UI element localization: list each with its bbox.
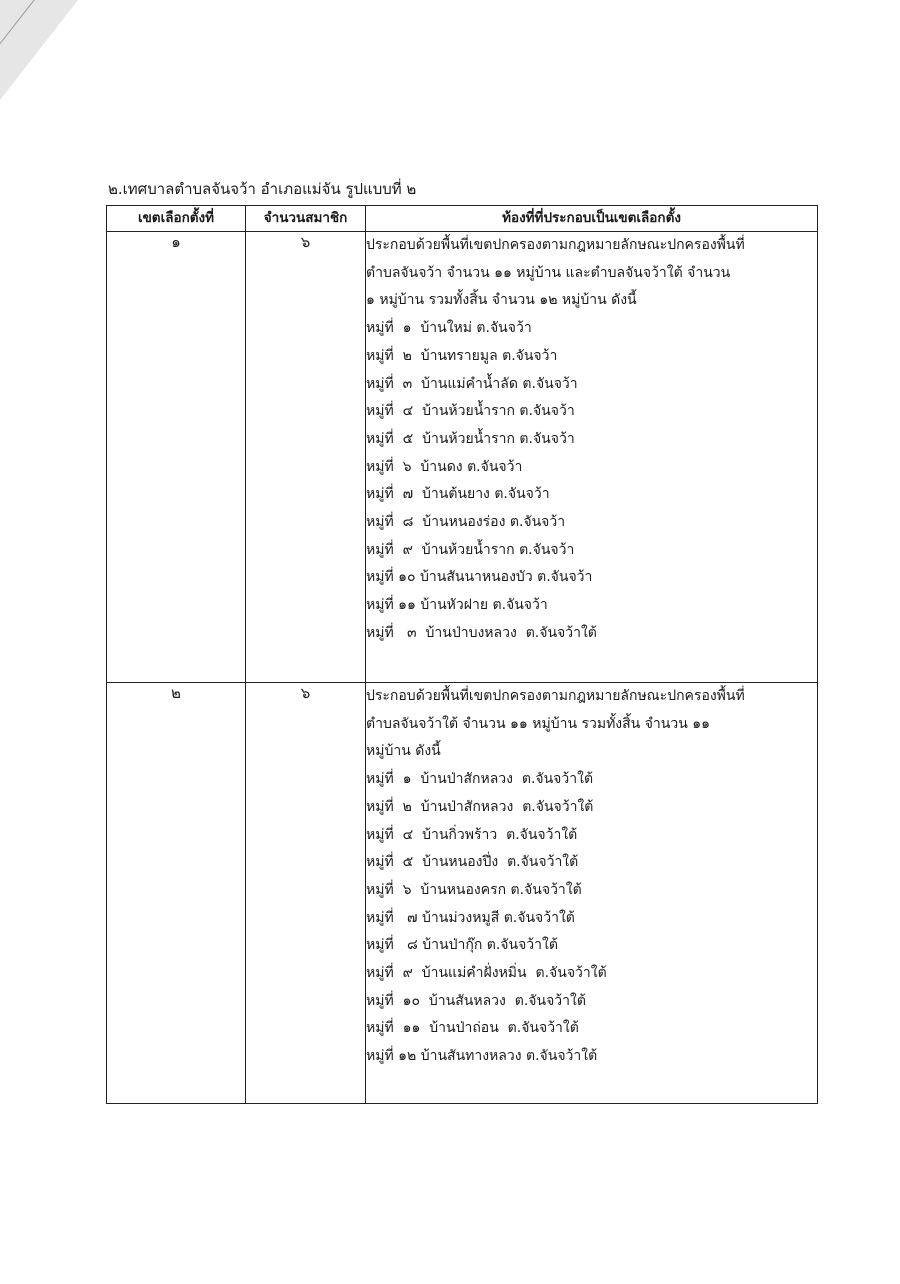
member-count: ๖ [246, 683, 366, 1104]
village-line: หมู่ที่ ๗ บ้านม่วงหมูสี ต.จันจว้าใต้ [366, 909, 575, 926]
electoral-zone-table [106, 205, 818, 1104]
intro-line: ตำบลจันจว้าใต้ จำนวน ๑๑ หมู่บ้าน รวมทั้งสิ้น จำนวน ๑๑ [366, 715, 710, 732]
village-line: หมู่ที่ ๓ บ้านแม่คำน้ำลัด ต.จันจว้า [366, 375, 578, 392]
header-members: จำนวนสมาชิก [246, 206, 366, 232]
page-title: ๒.เทศบาลตำบลจันจว้า อำเภอแม่จัน รูปแบบที่ ๒ [108, 180, 417, 198]
header-zone: เขตเลือกตั้งที่ [107, 206, 246, 232]
table-row [107, 683, 818, 1104]
village-line: หมู่ที่ ๕ บ้านห้วยน้ำราก ต.จันจว้า [366, 430, 575, 447]
page-corner-fold [0, 0, 78, 100]
village-line: หมู่ที่ ๔ บ้านห้วยน้ำราก ต.จันจว้า [366, 403, 575, 420]
village-line: หมู่ที่ ๖ บ้านหนองครก ต.จันจว้าใต้ [366, 881, 582, 898]
village-line: หมู่ที่ ๓ บ้านป่าบงหลวง ต.จันจว้าใต้ [366, 624, 597, 641]
village-line: หมู่ที่ ๒ บ้านป่าสักหลวง ต.จันจว้าใต้ [366, 798, 594, 815]
village-line: หมู่ที่ ๗ บ้านต้นยาง ต.จันจว้า [366, 486, 550, 503]
table-header-row [107, 206, 818, 232]
village-line: หมู่ที่ ๒ บ้านทรายมูล ต.จันจว้า [366, 347, 558, 364]
village-line: หมู่ที่ ๔ บ้านกิ่วพร้าว ต.จันจว้าใต้ [366, 826, 578, 843]
village-line: หมู่ที่ ๙ บ้านแม่คำฝั่งหมิ่น ต.จันจว้าใต้ [366, 965, 607, 982]
table-row [107, 232, 818, 683]
village-line: หมู่ที่ ๑๐ บ้านสันหลวง ต.จันจว้าใต้ [366, 992, 586, 1009]
village-line: หมู่ที่ ๕ บ้านหนองปึ่ง ต.จันจว้าใต้ [366, 854, 579, 871]
village-line: หมู่ที่ ๑๑ บ้านป่าถ่อน ต.จันจว้าใต้ [366, 1020, 579, 1037]
intro-line: ๑ หมู่บ้าน รวมทั้งสิ้น จำนวน ๑๒ หมู่บ้าน ดังนี้ [366, 292, 637, 309]
zone-number: ๒ [107, 683, 246, 1104]
zone-number: ๑ [107, 232, 246, 683]
village-line: หมู่ที่ ๑๑ บ้านหัวฝาย ต.จันจว้า [366, 597, 548, 614]
village-line: หมู่ที่ ๑ บ้านใหม่ ต.จันจว้า [366, 320, 532, 337]
intro-line: ตำบลจันจว้า จำนวน ๑๑ หมู่บ้าน และตำบลจันจว้าใต้ จำนวน [366, 264, 731, 281]
member-count: ๖ [246, 232, 366, 683]
intro-line: ประกอบด้วยพื้นที่เขตปกครองตามกฎหมายลักษณะปกครองพื้นที่ [366, 688, 745, 704]
village-line: หมู่ที่ ๘ บ้านป่ากุ๊ก ต.จันจว้าใต้ [366, 937, 558, 954]
intro-line: หมู่บ้าน ดังนี้ [366, 743, 441, 760]
village-line: หมู่ที่ ๑๐ บ้านสันนาหนองบัว ต.จันจว้า [366, 569, 593, 586]
village-line: หมู่ที่ ๙ บ้านห้วยน้ำราก ต.จันจว้า [366, 541, 575, 558]
village-line: หมู่ที่ ๑๒ บ้านสันทางหลวง ต.จันจว้าใต้ [366, 1048, 598, 1065]
village-line: หมู่ที่ ๖ บ้านดง ต.จันจว้า [366, 458, 523, 475]
zone-description [366, 232, 818, 683]
zone-description [366, 683, 818, 1104]
intro-line: ประกอบด้วยพื้นที่เขตปกครองตามกฎหมายลักษณะปกครองพื้นที่ [366, 237, 745, 253]
village-line: หมู่ที่ ๘ บ้านหนองร่อง ต.จันจว้า [366, 514, 566, 531]
village-line: หมู่ที่ ๑ บ้านป่าสักหลวง ต.จันจว้าใต้ [366, 771, 594, 788]
header-area: ท้องที่ที่ประกอบเป็นเขตเลือกตั้ง [366, 206, 818, 232]
